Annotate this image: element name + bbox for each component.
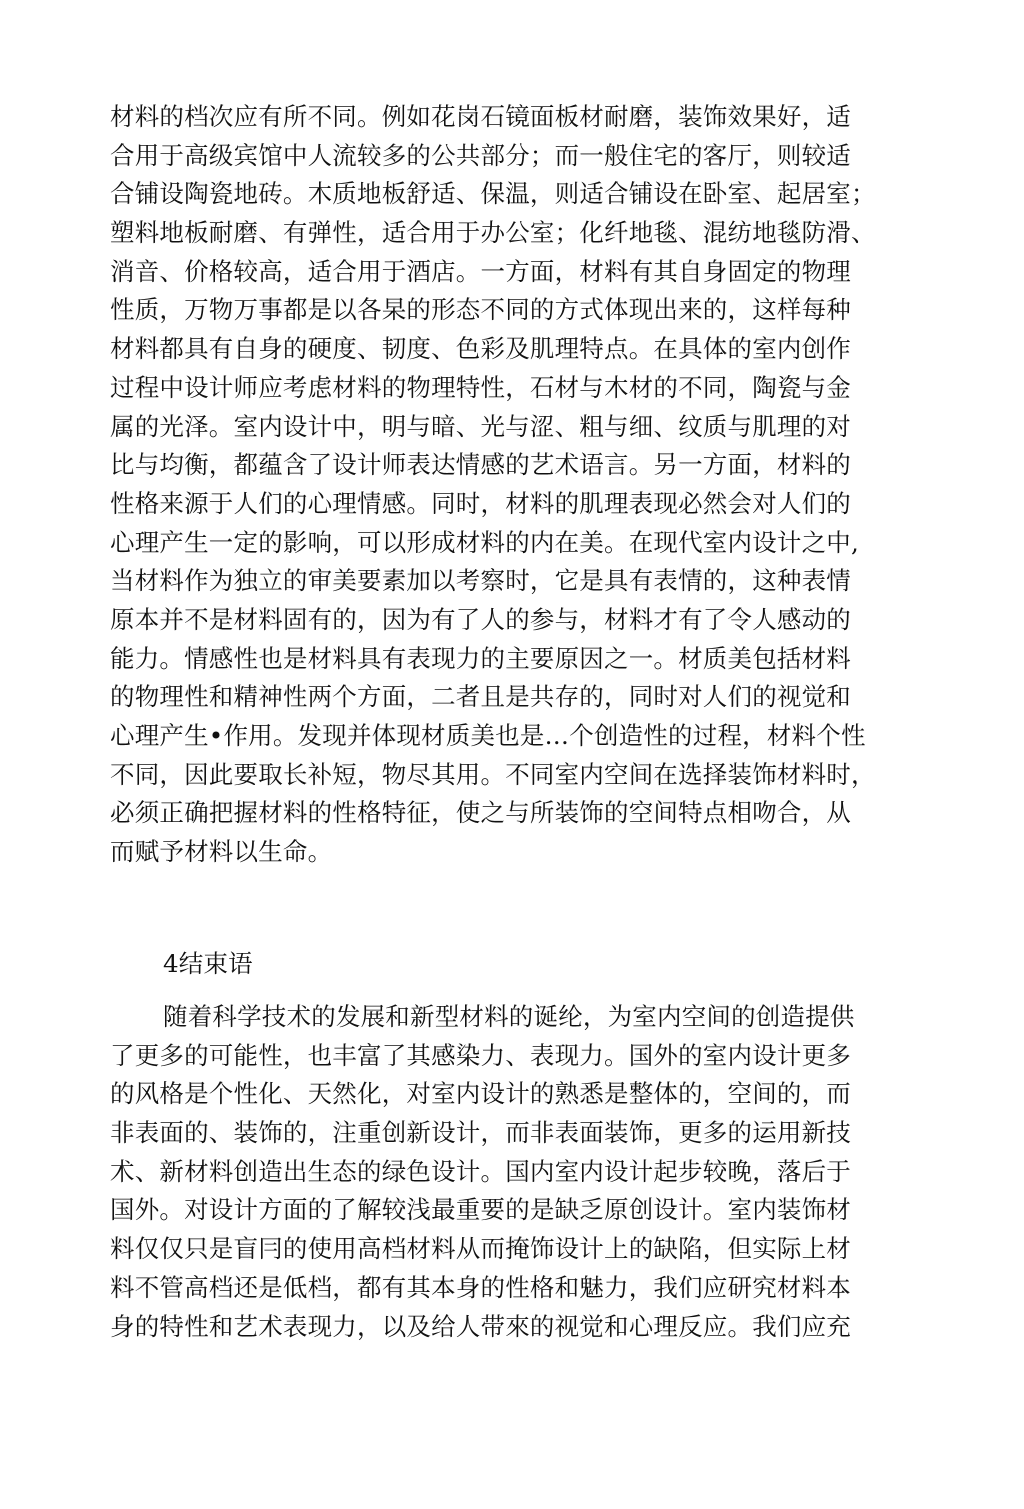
text-line: 能力。情感性也是材料具有表现力的主要原因之一。材质美包括材料	[110, 643, 851, 673]
text-line: 合铺设陶瓷地砖。木质地板舒适、保温，则适合铺设在卧室、起居室；	[110, 179, 876, 209]
text-line: 的风格是个性化、天然化，对室内设计的熟悉是整体的，空间的，而	[110, 1079, 851, 1109]
text-line: 过程中设计师应考虑材料的物理特性，石材与木材的不同，陶瓷与金	[110, 372, 851, 402]
text-line: 必须正确把握材料的性格特征，使之与所装饰的空间特点相吻合，从	[110, 798, 851, 828]
text-line: 合用于高级宾馆中人流较多的公共部分；而一般住宅的客厅，则较适	[110, 140, 851, 170]
text-line: 性格来源于人们的心理情感。同时，材料的肌理表现必然会对人们的	[110, 488, 851, 518]
text-line: 国外。对设计方面的了解较浅最重要的是缺乏原创设计。室内装饰材	[110, 1195, 851, 1225]
text-line: 原本并不是材料固有的，因为有了人的参与，材料才有了令人感动的	[110, 604, 851, 634]
text-line: 性质，万物万事都是以各杲的形态不同的方式体现出来的，这样每种	[110, 295, 851, 325]
text-line: 材料都具有自身的硬度、韧度、色彩及肌理特点。在具体的室内创作	[110, 334, 851, 364]
text-line: 属的光泽。室内设计中，明与暗、光与涩、粗与细、纹质与肌理的对	[110, 411, 851, 441]
body-paragraph-conclusion	[110, 998, 870, 1346]
text-line: 塑料地板耐磨、有弹性，适合用于办公室；化纤地毯、混纺地毯防滑、	[110, 218, 876, 248]
text-line: 的物理性和精神性两个方面，二者且是共存的，同时对人们的视觉和	[110, 682, 851, 712]
text-line: 心理产生一定的影响，可以形成材料的内在美。在现代室内设计之中,	[110, 527, 859, 557]
text-line: 材料的档次应有所不同。例如花岗石镜面板材耐磨，装饰效果好，适	[110, 102, 851, 131]
section-heading-conclusion	[163, 945, 923, 984]
text-line: 料不管高档还是低档，都有其本身的性格和魅力，我们应研究材料本	[110, 1272, 851, 1302]
text-line: 随着科学技术的发展和新型材料的诞纶，为室内空间的创造提供	[163, 1002, 855, 1031]
text-line: 非表面的、装饰的，注重创新设计，而非表面装饰，更多的运用新技	[110, 1118, 851, 1148]
heading-text: 4结束语	[163, 949, 253, 978]
text-line: 而赋予材料以生命。	[110, 837, 333, 867]
text-line: 料仅仅只是盲冃的使用高档材料从而掩饰设计上的缺陷，但实际上材	[110, 1234, 851, 1264]
body-paragraph-materials	[110, 98, 876, 872]
text-line: 心理产生•作用。发现并体现材质美也是…个创造性的过程，材料个性	[110, 721, 866, 750]
text-line: 了更多的可能性，也丰富了其感染力、表现力。国外的室内设计更多	[110, 1040, 851, 1070]
text-line: 身的特性和艺术表现力，以及给人带來的视觉和心理反应。我们应充	[110, 1311, 851, 1341]
text-line: 消音、价格较高，适合用于酒店。一方面，材料有其自身固定的物理	[110, 256, 851, 286]
text-line: 术、新材料创造出生态的绿色设计。国内室内设计起步较晚，落后于	[110, 1156, 851, 1186]
text-line: 比与均衡，都蕴含了设计师表达情感的艺术语言。另一方面，材料的	[110, 450, 851, 480]
text-line: 当材料作为独立的审美要素加以考察时，它是具有表情的，这种表情	[110, 566, 851, 596]
text-line: 不同，因此要取长补短，物尽其用。不同室内空间在选择装饰材料时，	[110, 759, 876, 789]
